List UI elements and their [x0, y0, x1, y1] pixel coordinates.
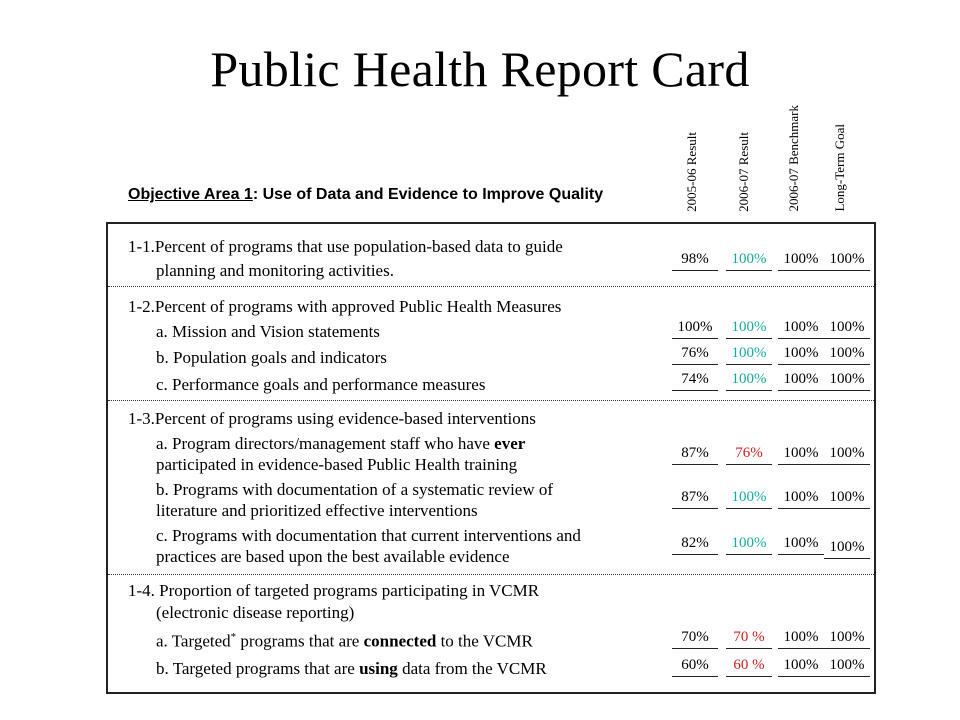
objective-heading [128, 186, 603, 204]
section-divider [108, 286, 874, 287]
row-1-2a-label: a. Mission and Vision statements [156, 322, 380, 341]
row-1-4a-label-emphasis: connected [363, 631, 437, 651]
row-1-3c-label-line1: c. Programs with documentation that current interventions and [156, 526, 581, 545]
row-1-4a-label-pre: a. Targeted [156, 631, 231, 651]
row-1-3c-label-line2: practices are based upon the best available evidence [156, 547, 510, 566]
section-1-2-header: 1-2.Percent of programs with approved Public Health Measures [128, 297, 562, 316]
row-1-3a-label-line2: participated in evidence-based Public Health training [156, 455, 518, 474]
row-1-3a-label-text: a. Program directors/management staff who have [156, 434, 495, 453]
row-1-2b-2005-06-value: 76% [672, 346, 718, 365]
row-1-3b-label-line1: b. Programs with documentation of a systematic review of [156, 480, 554, 499]
row-1-3c-2005-06-value: 82% [672, 536, 718, 555]
section-divider [108, 574, 874, 575]
row-1-3a-label-line1 [156, 435, 525, 452]
row-1-3a-2005-06-value: 87% [672, 446, 718, 465]
row-1-3b-benchmark-value: 100% [778, 490, 824, 509]
row-1-3a-benchmark-value: 100% [778, 446, 824, 465]
report-table [106, 222, 876, 694]
column-header-2006-07-benchmark: 2006-07 Benchmark [786, 105, 801, 212]
row-1-4b-label-pre: b. Targeted programs that are [156, 659, 360, 678]
row-1-4b-2005-06-value: 60% [672, 658, 718, 677]
row-1-2c-label: c. Performance goals and performance measures [156, 375, 486, 394]
row-1-3b-label-line2: literature and prioritized effective interventions [156, 501, 478, 520]
footnote-marker: * [230, 631, 237, 643]
row-1-3c-benchmark-value: 100% [778, 536, 824, 555]
row-1-2a-benchmark-value: 100% [778, 320, 824, 339]
row-1-3b-2005-06-value: 87% [672, 490, 718, 509]
row-1-1-benchmark-value: 100% [778, 252, 824, 271]
row-1-1-2006-07-value: 100% [726, 252, 772, 271]
slide-title: Public Health Report Card [210, 41, 750, 97]
row-1-4a-goal-value: 100% [824, 630, 870, 649]
section-1-1-header: 1-1.Percent of programs that use population-based data to guide [128, 237, 563, 256]
row-1-4b-goal-value: 100% [824, 658, 870, 677]
row-1-2c-goal-value: 100% [824, 372, 870, 391]
row-1-2b-goal-value: 100% [824, 346, 870, 365]
row-1-3a-goal-value: 100% [824, 446, 870, 465]
row-1-2a-2006-07-value: 100% [726, 320, 772, 339]
row-1-3c-2006-07-value: 100% [726, 536, 772, 555]
row-1-1-2005-06-value: 98% [672, 252, 718, 271]
row-1-2b-2006-07-value: 100% [726, 346, 772, 365]
row-1-3a-label-emphasis: ever [494, 434, 526, 453]
row-1-4a-label [156, 632, 533, 650]
row-1-3b-2006-07-value: 100% [726, 490, 772, 509]
row-1-4b-label [156, 660, 547, 677]
row-1-4b-label-emphasis: using [359, 659, 398, 678]
row-1-1-goal-value: 100% [824, 252, 870, 271]
section-1-3-header: 1-3.Percent of programs using evidence-based interventions [128, 409, 536, 428]
row-1-3a-2006-07-value: 76% [726, 446, 772, 465]
row-1-4a-label-mid: programs that are [236, 631, 364, 651]
row-1-4b-label-post: data from the VCMR [397, 659, 547, 678]
row-1-2a-goal-value: 100% [824, 320, 870, 339]
row-1-2a-2005-06-value: 100% [672, 320, 718, 339]
column-header-2006-07-result: 2006-07 Result [736, 132, 751, 212]
row-1-2c-2006-07-value: 100% [726, 372, 772, 391]
row-1-3c-goal-value: 100% [824, 540, 870, 559]
column-header-long-term-goal: Long-Term Goal [832, 124, 847, 212]
row-1-4a-benchmark-value: 100% [778, 630, 824, 649]
section-divider [108, 400, 874, 401]
row-1-2c-2005-06-value: 74% [672, 372, 718, 391]
row-1-4a-2006-07-value: 70 % [726, 630, 772, 649]
row-1-2b-benchmark-value: 100% [778, 346, 824, 365]
section-1-4-header: 1-4. Proportion of targeted programs participating in VCMR [128, 581, 540, 600]
row-1-2b-label: b. Population goals and indicators [156, 348, 387, 367]
row-1-4a-label-post: to the VCMR [436, 631, 533, 651]
row-1-4b-2006-07-value: 60 % [726, 658, 772, 677]
section-1-4-header-line2: (electronic disease reporting) [156, 603, 355, 622]
objective-text: : Use of Data and Evidence to Improve Quality [252, 186, 604, 203]
objective-label: Objective Area 1 [128, 186, 253, 203]
row-1-4a-2005-06-value: 70% [672, 630, 718, 649]
row-1-2c-benchmark-value: 100% [778, 372, 824, 391]
section-1-1-header-line2: planning and monitoring activities. [156, 261, 394, 280]
row-1-3b-goal-value: 100% [824, 490, 870, 509]
row-1-4b-benchmark-value: 100% [778, 658, 824, 677]
column-header-2005-06-result: 2005-06 Result [684, 132, 699, 212]
